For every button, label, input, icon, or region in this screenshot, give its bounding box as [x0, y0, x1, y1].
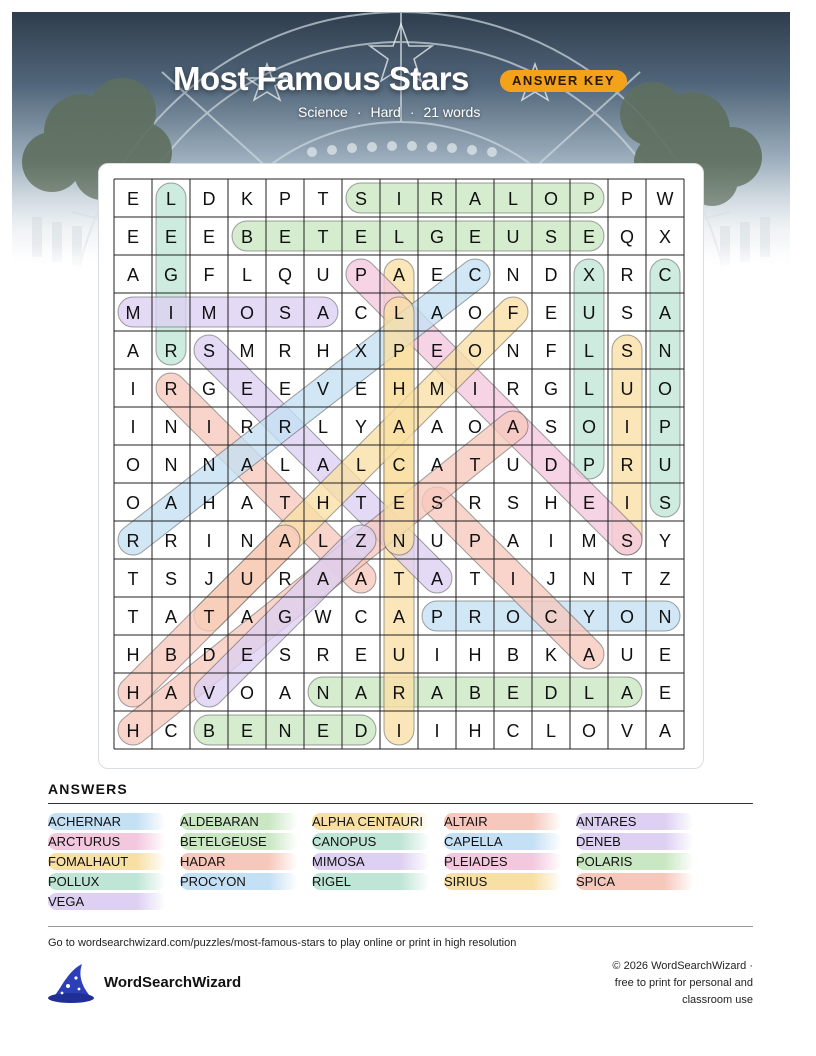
grid-letter: A — [658, 303, 672, 323]
answer-word: VEGA — [48, 893, 166, 910]
grid-letter: V — [620, 721, 634, 741]
grid-letter: O — [239, 683, 255, 703]
grid-letter: H — [316, 493, 330, 513]
copyright-line: © 2026 WordSearchWizard · — [612, 960, 753, 972]
grid-letter: G — [163, 265, 179, 285]
grid-letter: U — [392, 645, 406, 665]
grid-letter: R — [392, 683, 406, 703]
grid-letter: C — [164, 721, 178, 741]
grid-letter: A — [164, 493, 178, 513]
grid-letter: O — [239, 303, 255, 323]
grid-letter: I — [624, 417, 630, 437]
answer-item — [576, 833, 708, 850]
grid-letter: R — [506, 379, 520, 399]
grid-letter: D — [202, 189, 216, 209]
grid-letter: R — [278, 341, 292, 361]
answer-word: CAPELLA — [444, 833, 562, 850]
grid-letter: N — [658, 607, 672, 627]
brand-name: WordSearchWizard — [104, 974, 242, 991]
grid-letter: O — [467, 303, 483, 323]
answer-word: POLARIS — [576, 853, 694, 870]
grid-letter: I — [510, 569, 516, 589]
grid-letter: W — [314, 607, 332, 627]
grid-letter: U — [620, 645, 634, 665]
grid-letter: E — [126, 227, 140, 247]
grid-letter: I — [548, 531, 554, 551]
grid-letter: I — [396, 721, 402, 741]
grid-letter: A — [468, 189, 482, 209]
copyright-line: free to print for personal and — [614, 977, 753, 989]
grid-letter: D — [202, 645, 216, 665]
answer-word: POLLUX — [48, 873, 166, 890]
grid-letter: H — [392, 379, 406, 399]
grid-letter: B — [164, 645, 178, 665]
grid-letter: E — [164, 227, 178, 247]
answer-word: FOMALHAUT — [48, 853, 166, 870]
grid-letter: E — [430, 265, 444, 285]
grid-letter: L — [393, 303, 405, 323]
grid-letter: I — [206, 417, 212, 437]
grid-letter: R — [164, 531, 178, 551]
grid-letter: S — [620, 303, 634, 323]
grid-letter: E — [354, 645, 368, 665]
grid-letter: B — [468, 683, 482, 703]
answer-item — [48, 873, 180, 890]
grid-letter: M — [201, 303, 217, 323]
grid-letter: S — [544, 417, 558, 437]
grid-letter: G — [201, 379, 217, 399]
grid-letter: O — [467, 417, 483, 437]
grid-letter: H — [544, 493, 558, 513]
grid-letter: O — [581, 721, 597, 741]
grid-letter: M — [429, 379, 445, 399]
grid-letter: C — [392, 455, 406, 475]
grid-letter: O — [581, 417, 597, 437]
answer-word: PROCYON — [180, 873, 298, 890]
answers-divider — [48, 803, 753, 804]
answer-item — [444, 873, 576, 890]
grid-letter: S — [202, 341, 216, 361]
grid-letter: U — [582, 303, 596, 323]
difficulty-label: Hard — [370, 104, 401, 120]
answer-word: PLEIADES — [444, 853, 562, 870]
answer-item — [48, 853, 180, 870]
grid-letter: M — [125, 303, 141, 323]
grid-letter: A — [278, 683, 292, 703]
grid-letter: P — [620, 189, 634, 209]
grid-letter: E — [392, 493, 406, 513]
grid-letter: A — [392, 265, 406, 285]
grid-letter: Z — [355, 531, 367, 551]
grid-letter: H — [126, 645, 140, 665]
grid-letter: S — [506, 493, 520, 513]
grid-letter: S — [544, 227, 558, 247]
grid-letter: E — [582, 227, 596, 247]
grid-letter: I — [130, 379, 136, 399]
grid-letter: A — [240, 607, 254, 627]
answer-item — [576, 853, 708, 870]
grid-letter: L — [165, 189, 177, 209]
letters-layer — [126, 189, 674, 741]
answer-item — [312, 873, 444, 890]
answer-word: CANOPUS — [312, 833, 430, 850]
grid-letter: O — [619, 607, 635, 627]
answer-item — [444, 833, 576, 850]
grid-letter: E — [126, 189, 140, 209]
grid-letter: N — [316, 683, 330, 703]
grid-letter: S — [354, 189, 368, 209]
grid-letter: E — [468, 227, 482, 247]
grid-letter: J — [546, 569, 556, 589]
grid-letter: S — [164, 569, 178, 589]
grid-letter: L — [583, 341, 595, 361]
grid-letter: P — [430, 607, 444, 627]
puzzle-title: Most Famous Stars — [173, 60, 469, 97]
copyright-line: classroom use — [682, 994, 753, 1006]
grid-letter: L — [317, 417, 329, 437]
answers-list — [48, 813, 753, 910]
grid-letter: T — [279, 493, 291, 513]
grid-letter: E — [240, 645, 254, 665]
grid-letter: L — [507, 189, 519, 209]
grid-letter: L — [279, 455, 291, 475]
grid-letter: R — [164, 341, 178, 361]
grid-letter: S — [430, 493, 444, 513]
grid-letter: A — [354, 569, 368, 589]
grid-letter: E — [354, 227, 368, 247]
grid-letter: R — [468, 493, 482, 513]
grid-letter: A — [164, 607, 178, 627]
grid-letter: L — [317, 531, 329, 551]
grid-letter: I — [206, 531, 212, 551]
copyright-notice — [573, 958, 753, 1009]
grid-letter: B — [202, 721, 216, 741]
grid-letter: L — [241, 265, 253, 285]
grid-letter: D — [354, 721, 368, 741]
grid-letter: T — [127, 607, 139, 627]
grid-letter: A — [164, 683, 178, 703]
grid-letter: E — [278, 379, 292, 399]
answer-word: SIRIUS — [444, 873, 562, 890]
answer-item — [576, 813, 708, 830]
grid-letter: R — [164, 379, 178, 399]
answer-word: HADAR — [180, 853, 298, 870]
grid-letter: T — [393, 569, 405, 589]
grid-letter: O — [505, 607, 521, 627]
wizard-hat-icon — [46, 962, 94, 1004]
grid-letter: R — [430, 189, 444, 209]
grid-letter: P — [392, 341, 406, 361]
grid-letter: H — [468, 645, 482, 665]
grid-letter: N — [658, 341, 672, 361]
grid-letter: N — [202, 455, 216, 475]
grid-letter: G — [543, 379, 559, 399]
grid-letter: R — [278, 569, 292, 589]
answer-item — [180, 813, 312, 830]
grid-letter: N — [506, 341, 520, 361]
grid-letter: R — [240, 417, 254, 437]
grid-letter: N — [164, 417, 178, 437]
grid-letter: M — [239, 341, 255, 361]
grid-letter: U — [506, 227, 520, 247]
grid-letter: E — [202, 227, 216, 247]
grid-letter: X — [354, 341, 368, 361]
answer-item — [180, 873, 312, 890]
grid-letter: L — [583, 379, 595, 399]
grid-letter: A — [316, 569, 330, 589]
answer-word: ALTAIR — [444, 813, 562, 830]
answer-word: ALPHA CENTAURI — [312, 813, 430, 830]
footer-divider — [48, 926, 753, 927]
grid-letter: N — [240, 531, 254, 551]
answer-item — [444, 813, 576, 830]
grid-letter: C — [506, 721, 520, 741]
answer-item — [576, 873, 708, 890]
grid-letter: U — [658, 455, 672, 475]
grid-letter: P — [582, 189, 596, 209]
grid-letter: I — [472, 379, 478, 399]
category-label: Science — [298, 104, 348, 120]
grid-letter: S — [620, 531, 634, 551]
grid-letter: D — [544, 683, 558, 703]
grid-letter: E — [506, 683, 520, 703]
grid-letter: A — [240, 493, 254, 513]
grid-letter: K — [240, 189, 254, 209]
grid-letter: C — [468, 265, 482, 285]
grid-letter: A — [392, 417, 406, 437]
grid-letter: A — [506, 531, 520, 551]
grid-letter: I — [434, 645, 440, 665]
grid-letter: S — [620, 341, 634, 361]
answer-item — [48, 813, 180, 830]
grid-letter: Q — [619, 227, 635, 247]
grid-letter: L — [393, 227, 405, 247]
answer-word: BETELGEUSE — [180, 833, 298, 850]
grid-letter: T — [317, 227, 329, 247]
grid-letter: O — [657, 379, 673, 399]
grid-letter: C — [354, 607, 368, 627]
grid-letter: N — [164, 455, 178, 475]
grid-letter: I — [130, 417, 136, 437]
grid-letter: U — [506, 455, 520, 475]
grid-letter: B — [506, 645, 520, 665]
grid-letter: C — [354, 303, 368, 323]
grid-letter: A — [430, 417, 444, 437]
grid-letter: H — [126, 721, 140, 741]
grid-letter: O — [467, 341, 483, 361]
grid-letter: H — [468, 721, 482, 741]
grid-letter: G — [429, 227, 445, 247]
grid-letter: E — [544, 303, 558, 323]
grid-letter: L — [545, 721, 557, 741]
grid-letter: N — [506, 265, 520, 285]
grid-letter: H — [202, 493, 216, 513]
answer-item — [180, 853, 312, 870]
grid-letter: A — [430, 303, 444, 323]
grid-letter: L — [583, 683, 595, 703]
grid-letter: T — [127, 569, 139, 589]
grid-letter: A — [278, 531, 292, 551]
grid-letter: V — [316, 379, 330, 399]
grid-letter: U — [316, 265, 330, 285]
grid-letter: V — [202, 683, 216, 703]
grid-letter: A — [430, 455, 444, 475]
grid-letter: A — [658, 721, 672, 741]
answer-word: ALDEBARAN — [180, 813, 298, 830]
grid-letter: R — [620, 455, 634, 475]
grid-letter: O — [125, 493, 141, 513]
grid-letter: A — [430, 569, 444, 589]
answer-item — [48, 833, 180, 850]
grid-letter: E — [240, 379, 254, 399]
grid-letter: P — [582, 455, 596, 475]
grid-letter: S — [278, 303, 292, 323]
grid-letter: P — [658, 417, 672, 437]
grid-letter: A — [316, 455, 330, 475]
answer-item — [312, 833, 444, 850]
grid-letter: N — [392, 531, 406, 551]
grid-letter: C — [544, 607, 558, 627]
grid-letter: E — [354, 379, 368, 399]
grid-letter: X — [582, 265, 596, 285]
answer-item — [444, 853, 576, 870]
grid-letter: I — [434, 721, 440, 741]
grid-letter: U — [240, 569, 254, 589]
word-search-grid — [99, 164, 703, 768]
grid-letter: I — [396, 189, 402, 209]
grid-letter: M — [581, 531, 597, 551]
grid-letter: F — [203, 265, 215, 285]
grid-letter: P — [354, 265, 368, 285]
grid-letter: Y — [658, 531, 672, 551]
grid-letter: Y — [354, 417, 368, 437]
grid-letter: F — [507, 303, 519, 323]
word-count-label: 21 words — [423, 104, 481, 120]
grid-letter: R — [126, 531, 140, 551]
meta-separator: · — [409, 104, 415, 120]
answer-item — [48, 893, 180, 910]
grid-letter: T — [203, 607, 215, 627]
answer-word: SPICA — [576, 873, 694, 890]
answer-item — [312, 853, 444, 870]
answer-item — [180, 833, 312, 850]
grid-letter: H — [316, 341, 330, 361]
grid-letter: A — [392, 607, 406, 627]
grid-letter: D — [544, 455, 558, 475]
grid-letter: N — [278, 721, 292, 741]
grid-letter: T — [469, 569, 481, 589]
grid-letter: A — [316, 303, 330, 323]
grid-letter: E — [658, 683, 672, 703]
grid-letter: A — [240, 455, 254, 475]
answers-heading: ANSWERS — [48, 781, 128, 797]
grid-letter: A — [506, 417, 520, 437]
grid-letter: E — [278, 227, 292, 247]
answer-word: ACHERNAR — [48, 813, 166, 830]
grid-letter: Q — [277, 265, 293, 285]
grid-letter: U — [430, 531, 444, 551]
grid-letter: R — [316, 645, 330, 665]
grid-letter: D — [544, 265, 558, 285]
grid-letter: S — [278, 645, 292, 665]
grid-letter: P — [468, 531, 482, 551]
grid-letter: A — [620, 683, 634, 703]
grid-letter: N — [582, 569, 596, 589]
grid-letter: C — [658, 265, 672, 285]
grid-letter: R — [278, 417, 292, 437]
meta-separator: · — [356, 104, 362, 120]
footer-link-text: Go to wordsearchwizard.com/puzzles/most-famous-stars to play online or print in high resolution — [48, 937, 517, 949]
grid-letter: E — [240, 721, 254, 741]
grid-letter: S — [658, 493, 672, 513]
grid-letter: I — [168, 303, 174, 323]
grid-letter: K — [544, 645, 558, 665]
answer-word: ANTARES — [576, 813, 694, 830]
answer-word: ARCTURUS — [48, 833, 166, 850]
grid-letter: Z — [659, 569, 671, 589]
grid-letter: Y — [582, 607, 596, 627]
grid-letter: A — [430, 683, 444, 703]
puzzle-meta — [298, 104, 480, 120]
puzzle-card — [98, 163, 704, 769]
grid-letter: E — [582, 493, 596, 513]
answer-word: MIMOSA — [312, 853, 430, 870]
grid-letter: T — [317, 189, 329, 209]
grid-letter: E — [430, 341, 444, 361]
grid-letter: E — [658, 645, 672, 665]
grid-letter: R — [620, 265, 634, 285]
grid-letter: A — [354, 683, 368, 703]
grid-letter: I — [624, 493, 630, 513]
grid-letter: T — [469, 455, 481, 475]
grid-letter: A — [582, 645, 596, 665]
grid-letter: X — [658, 227, 672, 247]
grid-letter: A — [126, 341, 140, 361]
answer-key-badge: ANSWER KEY — [500, 70, 627, 92]
grid-letter: U — [620, 379, 634, 399]
grid-letter: T — [355, 493, 367, 513]
grid-letter: P — [278, 189, 292, 209]
grid-letter: A — [126, 265, 140, 285]
grid-letter: O — [543, 189, 559, 209]
grid-letter: F — [545, 341, 557, 361]
answer-word: RIGEL — [312, 873, 430, 890]
grid-letter: J — [204, 569, 214, 589]
grid-letter: L — [355, 455, 367, 475]
grid-letter: G — [277, 607, 293, 627]
grid-letter: R — [468, 607, 482, 627]
grid-letter: H — [126, 683, 140, 703]
grid-letter: W — [656, 189, 674, 209]
grid-letter: B — [240, 227, 254, 247]
answer-item — [312, 813, 444, 830]
grid-letter: T — [621, 569, 633, 589]
answer-word: DENEB — [576, 833, 694, 850]
grid-letter: O — [125, 455, 141, 475]
grid-letter: E — [316, 721, 330, 741]
